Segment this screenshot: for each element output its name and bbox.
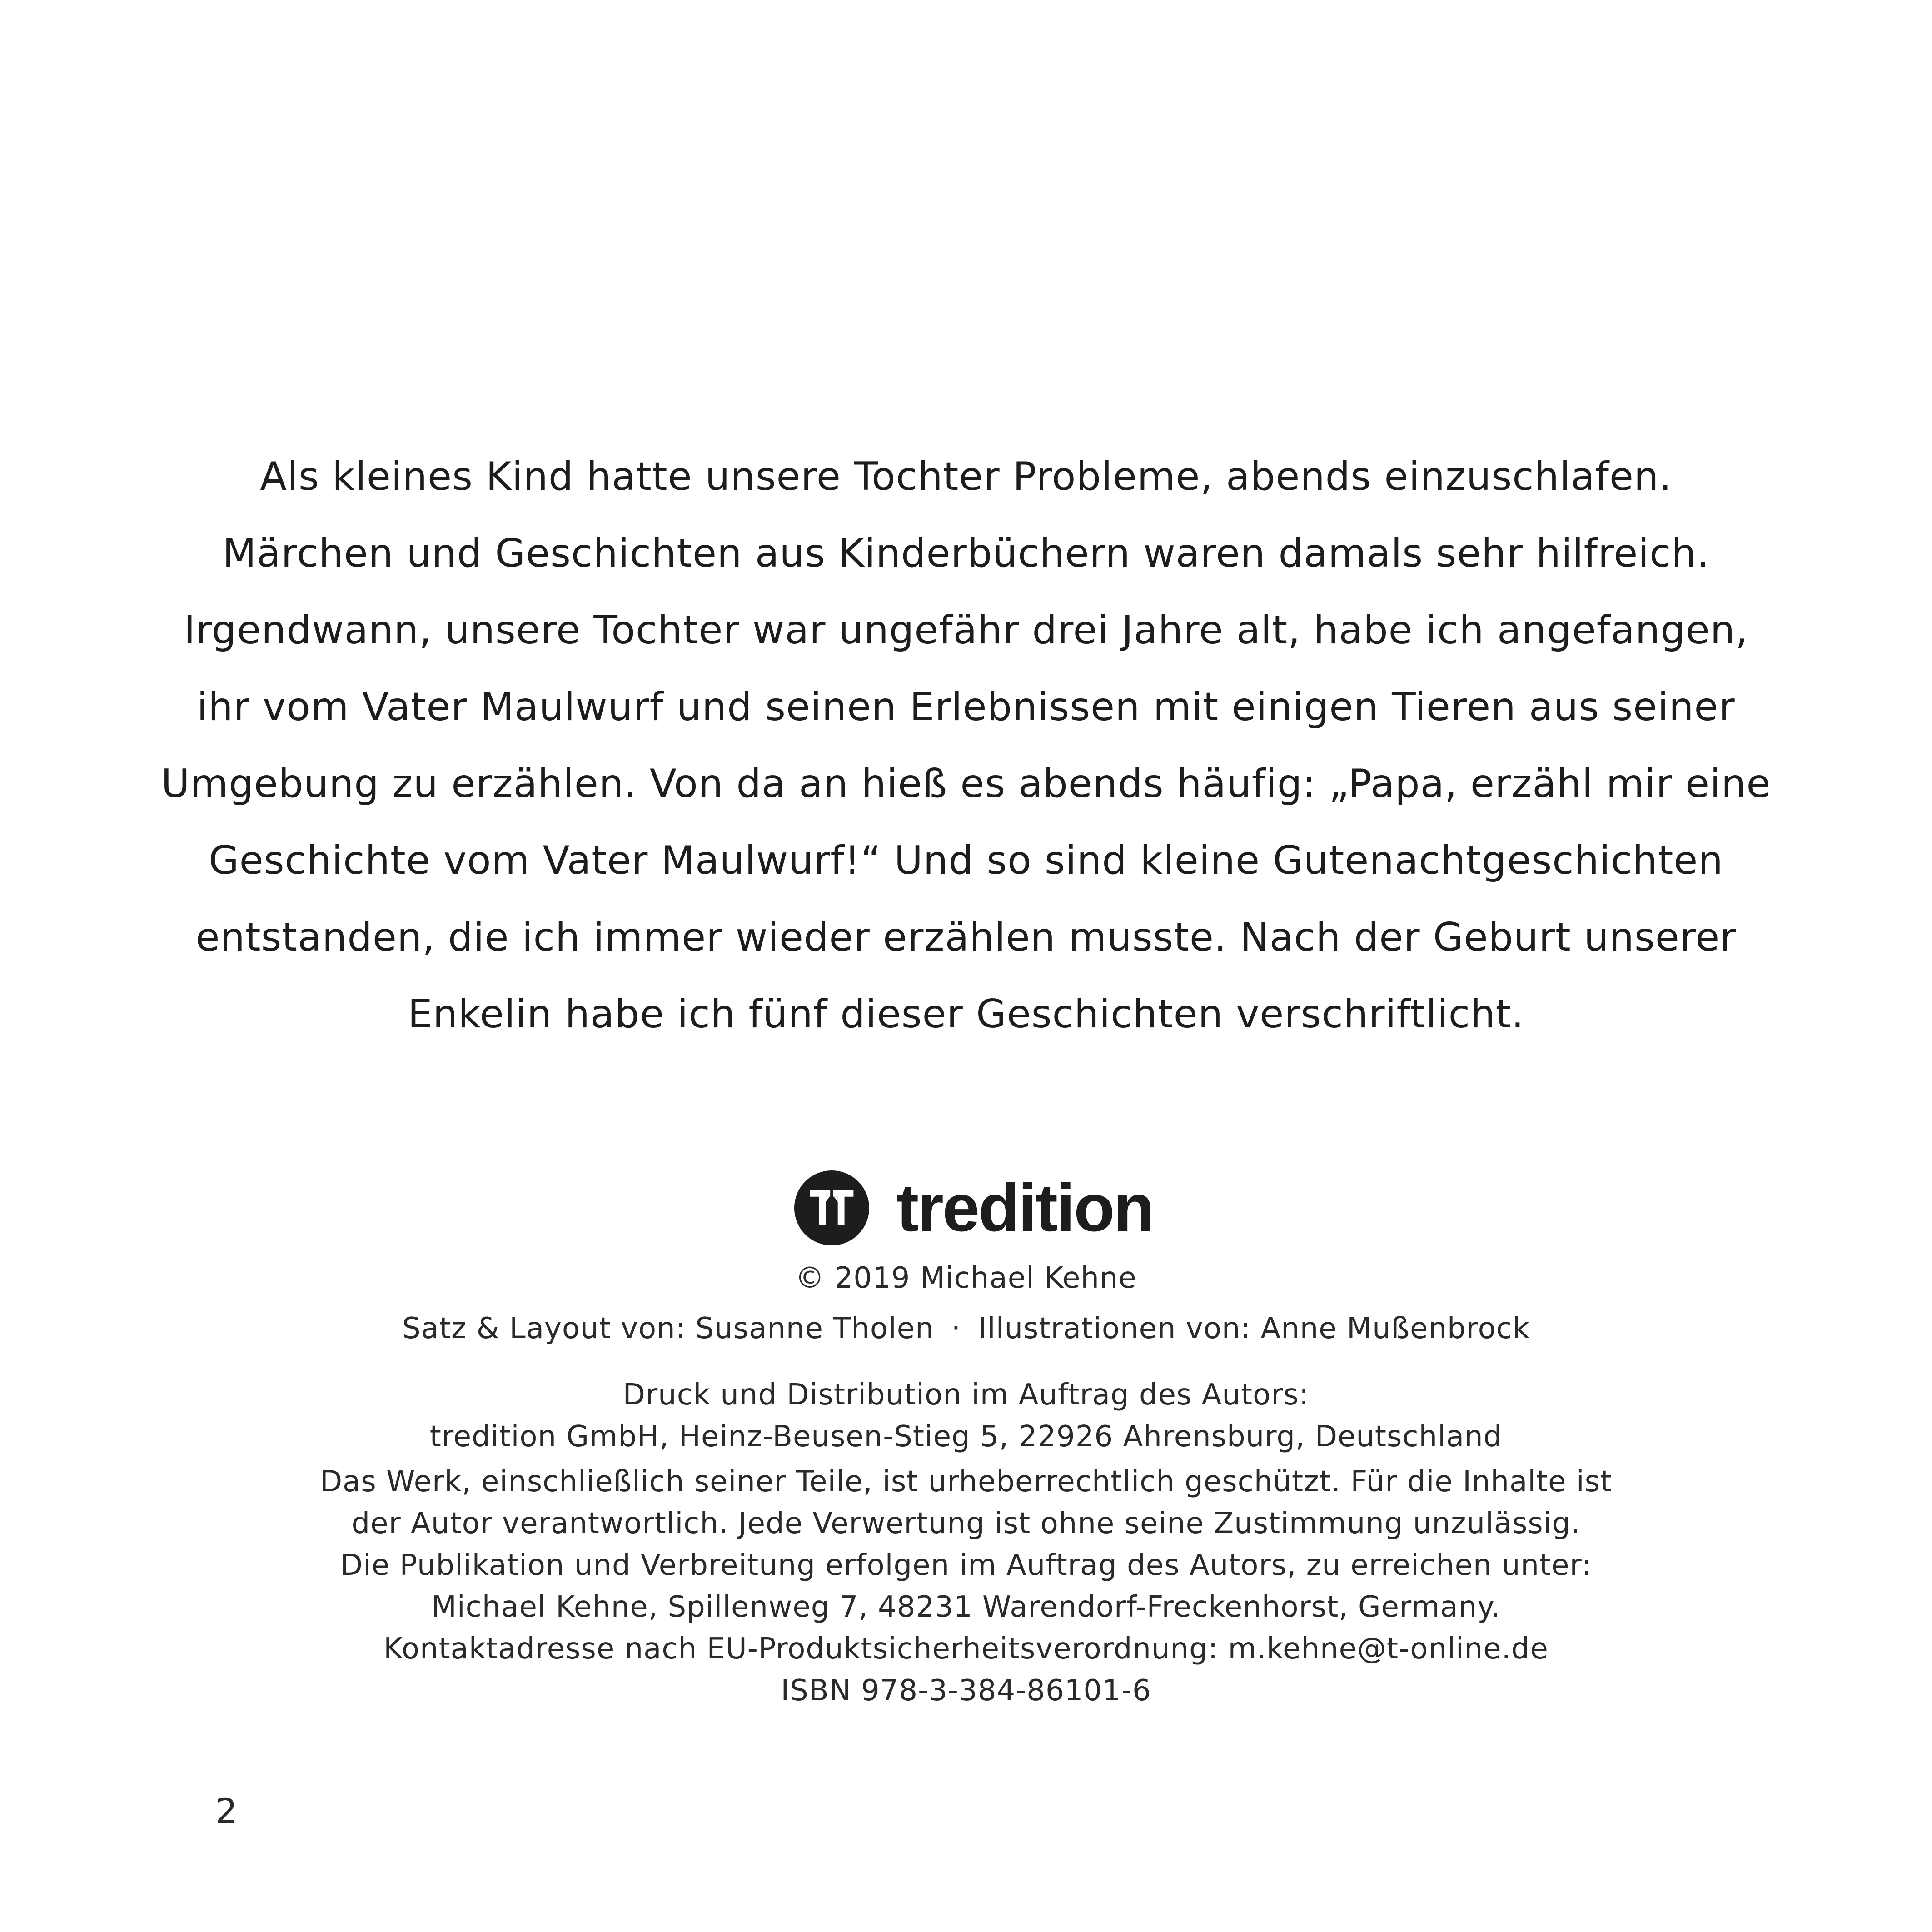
print-info xyxy=(0,1374,1932,1458)
intro-line: Märchen und Geschichten aus Kinderbüchern waren damals sehr hilfreich. xyxy=(222,531,1710,576)
legal-line: Michael Kehne, Spillenweg 7, 48231 Warendorf-Freckenhorst, Germany. xyxy=(431,1590,1501,1624)
copyright-line: © 2019 Michael Kehne xyxy=(795,1261,1137,1295)
credits-separator: · xyxy=(951,1312,961,1345)
legal-notice xyxy=(0,1461,1932,1712)
layout-credit: Satz & Layout von: Susanne Tholen xyxy=(402,1312,934,1345)
intro-line: Umgebung zu erzählen. Von da an hieß es abends häufig: „Papa, erzähl mir eine xyxy=(161,761,1771,807)
legal-line: der Autor verantwortlich. Jede Verwertung ist ohne seine Zustimmung unzulässig. xyxy=(351,1507,1581,1540)
intro-line: entstanden, die ich immer wieder erzählen musste. Nach der Geburt unserer xyxy=(195,915,1737,960)
intro-paragraph xyxy=(0,438,1932,1053)
intro-line: Geschichte vom Vater Maulwurf!“ Und so sind kleine Gutenachtgeschichten xyxy=(209,838,1723,883)
tredition-logo-icon xyxy=(794,1170,869,1245)
isbn-line: ISBN 978-3-384-86101-6 xyxy=(781,1674,1151,1708)
page-number: 2 xyxy=(215,1791,238,1831)
imprint-credits xyxy=(0,1253,1932,1354)
illustration-credit: Illustrationen von: Anne Mußenbrock xyxy=(978,1312,1530,1345)
print-info-line: Druck und Distribution im Auftrag des Autors: xyxy=(622,1378,1310,1412)
intro-line: ihr vom Vater Maulwurf und seinen Erlebnissen mit einigen Tieren aus seiner xyxy=(197,684,1735,730)
intro-line: Als kleines Kind hatte unsere Tochter Probleme, abends einzuschlafen. xyxy=(260,454,1672,499)
intro-line: Irgendwann, unsere Tochter war ungefähr drei Jahre alt, habe ich angefangen, xyxy=(184,607,1748,653)
credits-line xyxy=(0,1304,1932,1354)
intro-line: Enkelin habe ich fünf dieser Geschichten verschriftlicht. xyxy=(408,991,1524,1037)
legal-line: Die Publikation und Verbreitung erfolgen im Auftrag des Autors, zu erreichen unter: xyxy=(340,1549,1592,1582)
print-info-line: tredition GmbH, Heinz-Beusen-Stieg 5, 22926 Ahrensburg, Deutschland xyxy=(429,1420,1503,1454)
contact-line: Kontaktadresse nach EU-Produktsicherheitsverordnung: m.kehne@t-online.de xyxy=(383,1632,1549,1666)
publisher-name: tredition xyxy=(896,1170,1153,1245)
publisher-logo xyxy=(794,1170,1153,1245)
legal-line: Das Werk, einschließlich seiner Teile, ist urheberrechtlich geschützt. Für die Inhalte ist xyxy=(319,1465,1613,1499)
